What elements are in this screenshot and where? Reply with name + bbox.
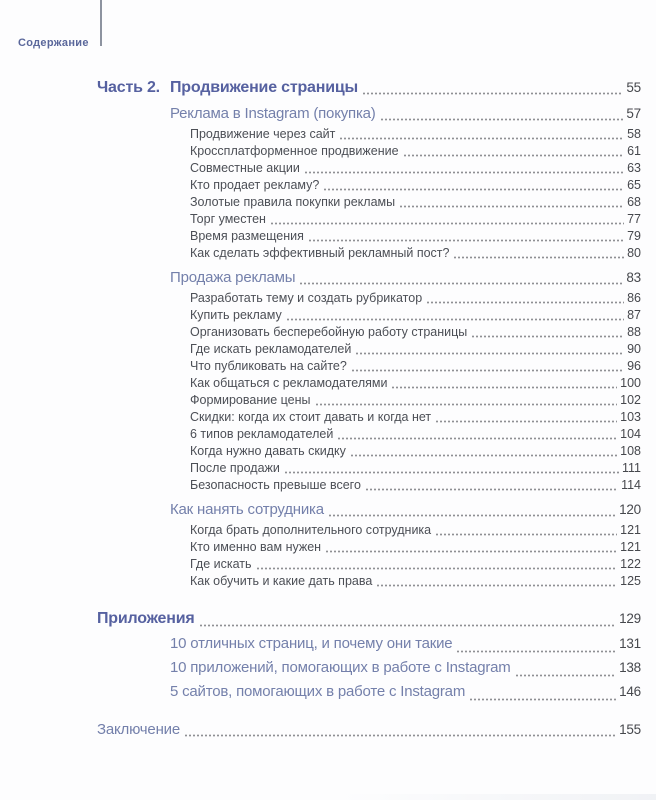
header-divider-line (100, 0, 102, 46)
toc-entry-title: Время размещения (190, 229, 304, 243)
toc-entry-page: 114 (621, 478, 641, 492)
toc-entry-page: 125 (620, 574, 641, 588)
toc-entry-title: Что публиковать на сайте? (190, 359, 347, 373)
dot-leader (403, 154, 625, 157)
toc-entry-title: Заключение (97, 721, 180, 738)
toc-entry-title: Формирование цены (190, 393, 311, 407)
dot-leader (339, 137, 624, 140)
toc-entry-title: Когда нужно давать скидку (190, 444, 346, 458)
toc-entry-page: 83 (626, 270, 641, 285)
toc-entry-title: Где искать рекламодателей (190, 342, 352, 356)
dot-leader (376, 584, 617, 587)
dot-leader (184, 734, 616, 737)
toc-entry-page: 129 (619, 611, 641, 626)
toc-entry-page: 65 (627, 178, 641, 192)
toc-entry (0, 104, 641, 124)
toc-entry-page: 120 (619, 502, 641, 517)
toc-entry-title: После продажи (190, 461, 280, 475)
toc-entry (0, 177, 641, 194)
toc-entry-page: 103 (620, 410, 641, 424)
dot-leader (351, 369, 624, 372)
toc-entry-page: 131 (619, 636, 641, 651)
toc-entry-title: Реклама в Instagram (покупка) (170, 105, 376, 122)
dot-leader (456, 650, 616, 653)
toc-entry-page: 63 (627, 161, 641, 175)
toc-entry-title: 10 приложений, помогающих в работе с Instagram (170, 659, 511, 676)
toc-entry (0, 409, 641, 426)
dot-leader (308, 239, 624, 242)
toc-entry (0, 720, 641, 740)
toc-entry-title: Торг уместен (190, 212, 266, 226)
dot-leader (286, 318, 624, 321)
toc-entry-page: 122 (620, 557, 641, 571)
toc-entry (0, 290, 641, 307)
toc-entry-title: Как общаться с рекламодателями (190, 376, 388, 390)
toc-entry-title: Кто именно вам нужен (190, 540, 322, 554)
dot-leader (337, 437, 617, 440)
toc-entry-page: 100 (620, 376, 641, 390)
dot-leader (435, 420, 617, 423)
toc-entry-title: Где искать (190, 557, 252, 571)
dot-leader (299, 282, 623, 285)
toc-entry-page: 102 (620, 393, 641, 407)
toc-entry-title: Продвижение через сайт (190, 127, 336, 141)
toc-entry (0, 522, 641, 539)
dot-leader (469, 698, 616, 701)
toc-entry (0, 632, 641, 656)
dot-leader (453, 256, 624, 259)
toc-entry-title: Продвижение страницы (170, 79, 358, 96)
toc-entry-page: 87 (627, 308, 641, 322)
toc-entry-page: 79 (627, 229, 641, 243)
dot-leader (391, 386, 617, 389)
toc-entry-title: Купить рекламу (190, 308, 282, 322)
toc-entry (0, 500, 641, 520)
toc-list (0, 78, 641, 740)
toc-entry (0, 268, 641, 288)
toc-entry (0, 324, 641, 341)
dot-leader (304, 171, 624, 174)
toc-entry (0, 143, 641, 160)
toc-entry (0, 341, 641, 358)
dot-leader (199, 624, 617, 627)
toc-entry (0, 443, 641, 460)
toc-entry-page: 86 (627, 291, 641, 305)
toc-entry (0, 160, 641, 177)
toc-entry-page: 96 (627, 359, 641, 373)
toc-entry (0, 126, 641, 143)
dot-leader (365, 488, 618, 491)
dot-leader (399, 205, 624, 208)
toc-entry (0, 539, 641, 556)
page-header-label: Содержание (18, 37, 89, 49)
toc-entry-title: Приложения (97, 610, 195, 627)
toc-entry-title: Продажа рекламы (170, 269, 296, 286)
toc-entry (0, 573, 641, 590)
dot-leader (323, 188, 624, 191)
toc-entry-page: 111 (621, 461, 641, 475)
toc-entry-page: 68 (627, 195, 641, 209)
toc-entry-title: Кроссплатформенное продвижение (190, 144, 399, 158)
toc-entry (0, 460, 641, 477)
toc-entry-title: Золотые правила покупки рекламы (190, 195, 396, 209)
toc-entry (0, 194, 641, 211)
toc-entry (0, 228, 641, 245)
toc-entry-title: Скидки: когда их стоит давать и когда нет (190, 410, 432, 424)
toc-entry-title: Как обучить и какие дать права (190, 574, 373, 588)
dot-leader (270, 222, 624, 225)
dot-leader (284, 471, 619, 474)
dot-leader (350, 454, 617, 457)
toc-entry (0, 245, 641, 262)
toc-entry-title: Совместные акции (190, 161, 300, 175)
toc-entry-page: 88 (627, 325, 641, 339)
toc-entry-page: 155 (619, 722, 641, 737)
toc-entry (0, 656, 641, 680)
toc-entry (0, 426, 641, 443)
toc-entry-title: Как сделать эффективный рекламный пост? (190, 246, 450, 260)
toc-entry-page: 108 (620, 444, 641, 458)
toc-entry-page: 90 (627, 342, 641, 356)
toc-entry (0, 477, 641, 494)
toc-entry (0, 307, 641, 324)
dot-leader (435, 533, 617, 536)
toc-entry-title: 5 сайтов, помогающих в работе с Instagram (170, 683, 466, 700)
toc-entry (0, 392, 641, 409)
toc-entry-page: 121 (620, 540, 641, 554)
toc-entry-title: 6 типов рекламодателей (190, 427, 334, 441)
toc-entry-page: 104 (620, 427, 641, 441)
toc-entry-page: 121 (620, 523, 641, 537)
toc-entry-title: Когда брать дополнительного сотрудника (190, 523, 432, 537)
toc-entry-title: 10 отличных страниц, и почему они такие (170, 635, 453, 652)
toc-entry-title: Разработать тему и создать рубрикатор (190, 291, 423, 305)
dot-leader (328, 514, 616, 517)
toc-entry-page: 55 (626, 80, 641, 95)
dot-leader (256, 567, 618, 570)
toc-entry-page: 57 (626, 106, 641, 121)
toc-entry-page: 61 (627, 144, 641, 158)
toc-entry-page: 80 (627, 246, 641, 260)
dot-leader (315, 403, 618, 406)
toc-entry-title: Кто продает рекламу? (190, 178, 320, 192)
toc-entry-page: 77 (627, 212, 641, 226)
toc-entry-page: 138 (619, 660, 641, 675)
dot-leader (426, 301, 624, 304)
dot-leader (325, 550, 617, 553)
dot-leader (471, 335, 624, 338)
dot-leader (380, 118, 624, 121)
bottom-scan-shadow (340, 794, 656, 800)
toc-entry (0, 608, 641, 630)
toc-entry (0, 556, 641, 573)
dot-leader (362, 92, 623, 95)
toc-entry-title: Как нанять сотрудника (170, 501, 324, 518)
dot-leader (515, 674, 616, 677)
toc-entry-title: Безопасность превыше всего (190, 478, 361, 492)
toc-entry-page: 58 (627, 127, 641, 141)
toc-entry (0, 375, 641, 392)
toc-entry-title: Организовать бесперебойную работу страницы (190, 325, 468, 339)
toc-entry (0, 680, 641, 704)
toc-entry (0, 211, 641, 228)
toc-entry-page: 146 (619, 684, 641, 699)
toc-entry (0, 358, 641, 375)
dot-leader (355, 352, 624, 355)
toc-entry-prefix: Часть 2. (97, 79, 160, 96)
toc-entry (0, 78, 641, 98)
